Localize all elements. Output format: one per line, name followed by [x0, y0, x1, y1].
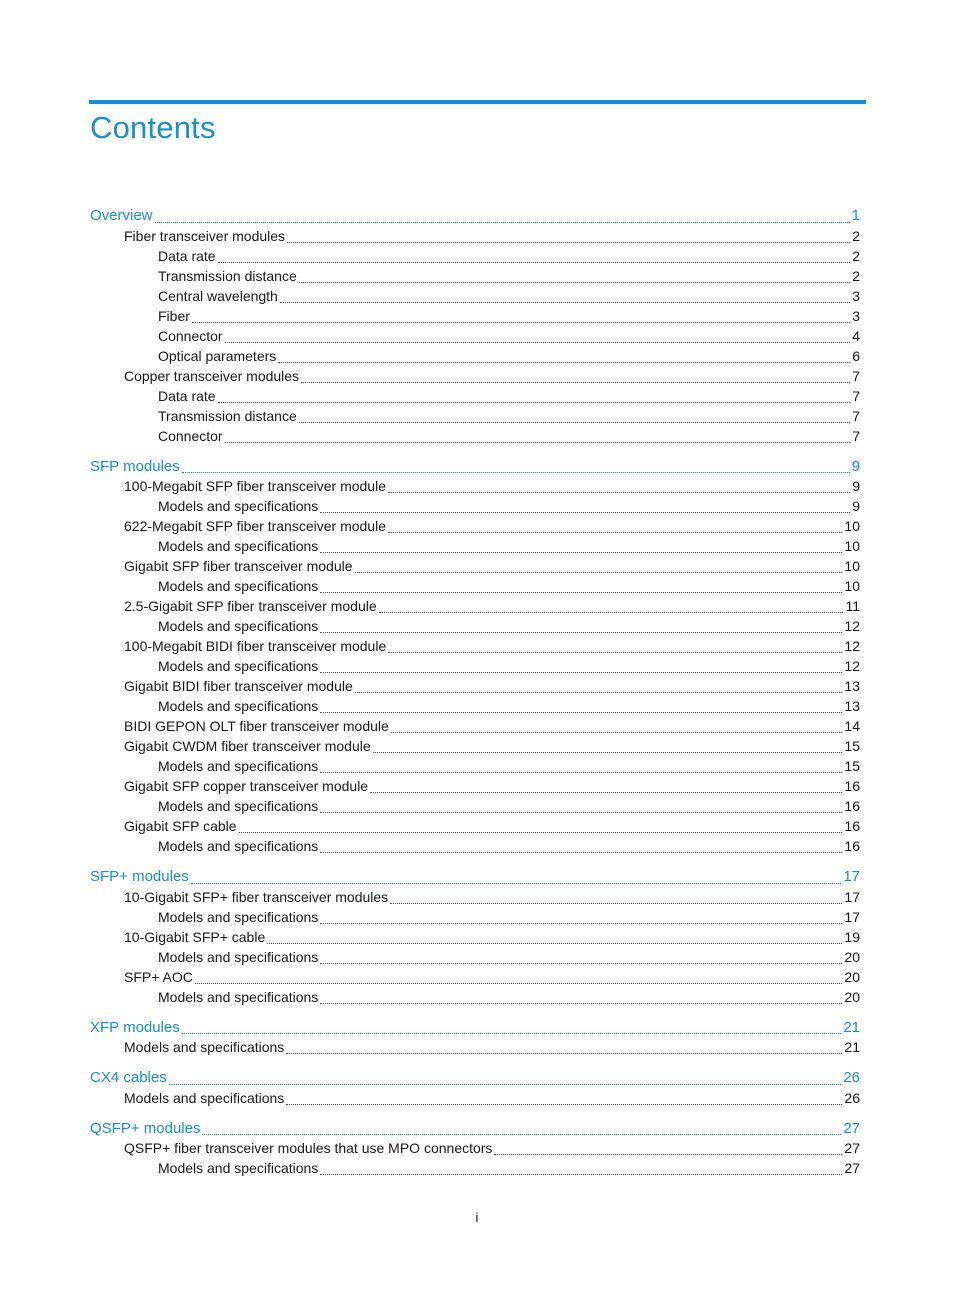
toc-entry-label: Models and specifications: [158, 698, 319, 714]
toc-entry[interactable]: [90, 638, 860, 658]
toc-entry-label: 10-Gigabit SFP+ cable: [124, 928, 266, 945]
toc-entry-page: 13: [844, 698, 860, 714]
toc-entry-page: 14: [844, 718, 860, 734]
toc-entry-label: Models and specifications: [158, 948, 319, 965]
toc-entry-page: 20: [844, 968, 860, 985]
toc-leader-dots: [320, 551, 842, 553]
toc-entry[interactable]: [90, 598, 860, 618]
toc-leader-dots: [267, 942, 842, 944]
toc-leader-dots: [494, 1153, 842, 1155]
toc-entry-page: 17: [844, 908, 860, 925]
toc-entry-label: Connector: [158, 427, 223, 444]
toc-leader-dots: [202, 1133, 841, 1135]
toc-entry-label: QSFP+ fiber transceiver modules that use MPO connectors: [124, 1140, 493, 1156]
toc-entry[interactable]: [90, 268, 860, 288]
toc-entry-page: 16: [844, 838, 860, 854]
toc-entry[interactable]: [90, 538, 860, 558]
toc-entry[interactable]: [90, 1039, 860, 1059]
toc-entry-page: 7: [852, 427, 860, 444]
toc-entry-label: Models and specifications: [158, 908, 319, 925]
toc-entry-label: Connector: [158, 327, 223, 344]
toc-entry-page: 2: [852, 267, 860, 284]
toc-entry-label: 622-Megabit SFP fiber transceiver module: [124, 518, 386, 534]
toc-leader-dots: [182, 1032, 842, 1034]
toc-leader-dots: [191, 882, 842, 884]
toc-entry-page: 17: [843, 868, 860, 885]
toc-entry-page: 12: [844, 658, 860, 674]
toc-entry-label: Gigabit SFP copper transceiver module: [124, 778, 369, 794]
toc-entry-page: 6: [852, 347, 860, 364]
toc-entry[interactable]: [90, 498, 860, 518]
toc-entry-label: Models and specifications: [124, 1039, 285, 1055]
toc-leader-dots: [239, 831, 843, 833]
toc-entry[interactable]: [90, 408, 860, 428]
toc-entry-label: Data rate: [158, 387, 216, 404]
toc-entry-label: SFP+ modules: [90, 868, 189, 885]
page-number-footer: i: [475, 1210, 479, 1225]
toc-leader-dots: [218, 261, 851, 263]
toc-entry[interactable]: [90, 909, 860, 929]
toc-leader-dots: [320, 1173, 842, 1175]
toc-entry-label: Models and specifications: [158, 538, 319, 554]
toc-leader-dots: [182, 471, 850, 473]
toc-leader-dots: [388, 491, 850, 493]
toc-entry-label: SFP+ AOC: [124, 968, 193, 985]
toc-entry[interactable]: [90, 558, 860, 578]
toc-entry[interactable]: [90, 328, 860, 348]
toc-entry-label: Models and specifications: [158, 658, 319, 674]
toc-entry-page: 10: [844, 538, 860, 554]
toc-entry-page: 15: [844, 738, 860, 754]
toc-entry[interactable]: [90, 368, 860, 388]
toc-entry-page: 7: [852, 407, 860, 424]
toc-entry-page: 12: [844, 638, 860, 654]
toc-leader-dots: [379, 611, 844, 613]
toc-leader-dots: [320, 511, 850, 513]
toc-entry-label: SFP modules: [90, 457, 180, 475]
toc-leader-dots: [370, 791, 842, 793]
toc-entry[interactable]: [90, 308, 860, 328]
toc-leader-dots: [299, 281, 850, 283]
toc-leader-dots: [155, 221, 850, 223]
toc-entry-label: 2.5-Gigabit SFP fiber transceiver module: [124, 598, 377, 614]
toc-entry-page: 9: [852, 498, 860, 514]
toc-entry[interactable]: [90, 578, 860, 598]
toc-leader-dots: [278, 361, 850, 363]
toc-entry-label: QSFP+ modules: [90, 1119, 201, 1137]
toc-entry-page: 21: [843, 1018, 860, 1036]
toc-entry[interactable]: [90, 618, 860, 638]
toc-entry-page: 3: [852, 287, 860, 304]
toc-entry[interactable]: [90, 868, 860, 889]
toc-leader-dots: [320, 851, 842, 853]
toc-entry-label: Models and specifications: [158, 988, 319, 1005]
toc-entry-label: Fiber: [158, 307, 190, 324]
toc-entry-page: 16: [844, 798, 860, 814]
toc-entry[interactable]: [90, 228, 860, 248]
toc-leader-dots: [320, 671, 842, 673]
toc-leader-dots: [299, 421, 850, 423]
toc-entry-page: 27: [844, 1160, 860, 1176]
toc-entry[interactable]: [90, 798, 860, 818]
toc-entry-page: 21: [844, 1039, 860, 1055]
toc-entry-label: 100-Megabit SFP fiber transceiver module: [124, 478, 386, 494]
toc-entry[interactable]: [90, 838, 860, 858]
toc-entry-page: 10: [844, 578, 860, 594]
toc-entry-label: Central wavelength: [158, 287, 278, 304]
toc-entry[interactable]: [90, 658, 860, 678]
toc-leader-dots: [301, 381, 850, 383]
toc-entry[interactable]: [90, 1019, 860, 1040]
toc-entry-label: Gigabit SFP fiber transceiver module: [124, 558, 353, 574]
toc-entry-label: Models and specifications: [158, 758, 319, 774]
toc-entry-label: Models and specifications: [158, 578, 319, 594]
toc-leader-dots: [355, 691, 843, 693]
toc-entry[interactable]: [90, 718, 860, 738]
toc-entry[interactable]: [90, 889, 860, 909]
toc-entry-label: Models and specifications: [158, 798, 319, 814]
toc-entry-label: Copper transceiver modules: [124, 367, 300, 384]
toc-leader-dots: [320, 711, 842, 713]
top-rule: [89, 100, 866, 104]
toc-entry-page: 16: [844, 818, 860, 834]
toc-leader-dots: [373, 751, 843, 753]
toc-leader-dots: [390, 902, 842, 904]
toc-entry-page: 19: [844, 928, 860, 945]
toc-entry[interactable]: [90, 678, 860, 698]
toc-entry[interactable]: [90, 778, 860, 798]
toc-entry-label: Optical parameters: [158, 347, 277, 364]
toc-entry[interactable]: [90, 248, 860, 268]
toc-entry[interactable]: [90, 698, 860, 718]
toc-entry[interactable]: [90, 738, 860, 758]
toc-entry-label: Models and specifications: [158, 1160, 319, 1176]
toc-entry-page: 20: [844, 988, 860, 1005]
toc-entry-page: 15: [844, 758, 860, 774]
toc-leader-dots: [355, 571, 843, 573]
toc-entry-label: Fiber transceiver modules: [124, 227, 286, 244]
toc-leader-dots: [320, 591, 842, 593]
toc-leader-dots: [320, 1002, 842, 1004]
toc-entry-page: 13: [844, 678, 860, 694]
toc-entry-label: Gigabit SFP cable: [124, 818, 237, 834]
toc-leader-dots: [286, 1103, 842, 1105]
toc-entry[interactable]: [90, 1069, 860, 1090]
toc-entry-label: Models and specifications: [158, 498, 319, 514]
toc-entry-page: 7: [852, 387, 860, 404]
toc-leader-dots: [218, 401, 851, 403]
toc-entry[interactable]: [90, 929, 860, 949]
toc-entry[interactable]: [90, 1140, 860, 1160]
toc-entry-label: CX4 cables: [90, 1069, 167, 1086]
toc-entry-page: 16: [844, 778, 860, 794]
toc-leader-dots: [388, 651, 842, 653]
toc-entry-page: 11: [845, 598, 860, 614]
toc-leader-dots: [225, 341, 851, 343]
toc-entry-label: Transmission distance: [158, 267, 297, 284]
toc-entry[interactable]: [90, 478, 860, 498]
toc-leader-dots: [280, 301, 850, 303]
toc-entry-label: Gigabit CWDM fiber transceiver module: [124, 738, 371, 754]
toc-leader-dots: [320, 811, 842, 813]
toc-leader-dots: [391, 731, 843, 733]
toc-entry[interactable]: [90, 818, 860, 838]
page-title: Contents: [90, 110, 216, 145]
toc-entry[interactable]: [90, 989, 860, 1009]
toc-entry-label: Data rate: [158, 247, 216, 264]
toc-entry[interactable]: [90, 758, 860, 778]
toc-leader-dots: [286, 1052, 842, 1054]
toc-entry[interactable]: [90, 428, 860, 448]
toc-leader-dots: [388, 531, 842, 533]
toc-entry[interactable]: [90, 288, 860, 308]
toc-entry-label: 100-Megabit BIDI fiber transceiver module: [124, 638, 387, 654]
toc-leader-dots: [195, 982, 843, 984]
toc-entry[interactable]: [90, 949, 860, 969]
toc-entry[interactable]: [90, 458, 860, 479]
toc-entry-page: 27: [843, 1119, 860, 1137]
toc-leader-dots: [169, 1083, 842, 1085]
toc-entry-page: 12: [844, 618, 860, 634]
toc-leader-dots: [320, 922, 842, 924]
toc-entry-page: 7: [852, 367, 860, 384]
toc-entry-label: Models and specifications: [158, 838, 319, 854]
toc-entry-label: 10-Gigabit SFP+ fiber transceiver modules: [124, 888, 389, 905]
toc-entry-label: BIDI GEPON OLT fiber transceiver module: [124, 718, 389, 734]
toc-entry-page: 1: [851, 207, 860, 224]
toc-entry-label: XFP modules: [90, 1018, 180, 1036]
toc-entry-page: 20: [844, 948, 860, 965]
table-of-contents: [90, 207, 860, 1180]
toc-entry-label: Models and specifications: [158, 618, 319, 634]
toc-entry[interactable]: [90, 207, 860, 228]
toc-entry-page: 4: [852, 327, 860, 344]
toc-entry-label: Transmission distance: [158, 407, 297, 424]
toc-entry-page: 3: [852, 307, 860, 324]
toc-leader-dots: [320, 771, 842, 773]
toc-entry[interactable]: [90, 1160, 860, 1180]
toc-entry-page: 9: [851, 457, 860, 475]
toc-entry[interactable]: [90, 518, 860, 538]
toc-entry-page: 27: [844, 1140, 860, 1156]
toc-entry-page: 10: [844, 518, 860, 534]
toc-leader-dots: [320, 631, 842, 633]
toc-leader-dots: [287, 241, 850, 243]
toc-entry[interactable]: [90, 388, 860, 408]
toc-entry-label: Overview: [90, 207, 153, 224]
toc-entry[interactable]: [90, 1090, 860, 1110]
toc-entry-page: 2: [852, 227, 860, 244]
toc-entry[interactable]: [90, 1120, 860, 1141]
toc-entry-label: Gigabit BIDI fiber transceiver module: [124, 678, 353, 694]
toc-entry[interactable]: [90, 969, 860, 989]
toc-leader-dots: [320, 962, 842, 964]
toc-entry-page: 26: [844, 1089, 860, 1106]
toc-entry-page: 2: [852, 247, 860, 264]
toc-entry-page: 9: [852, 478, 860, 494]
toc-entry[interactable]: [90, 348, 860, 368]
toc-leader-dots: [225, 441, 851, 443]
toc-entry-label: Models and specifications: [124, 1089, 285, 1106]
toc-entry-page: 10: [844, 558, 860, 574]
toc-leader-dots: [192, 321, 850, 323]
toc-entry-page: 26: [843, 1069, 860, 1086]
toc-entry-page: 17: [844, 888, 860, 905]
